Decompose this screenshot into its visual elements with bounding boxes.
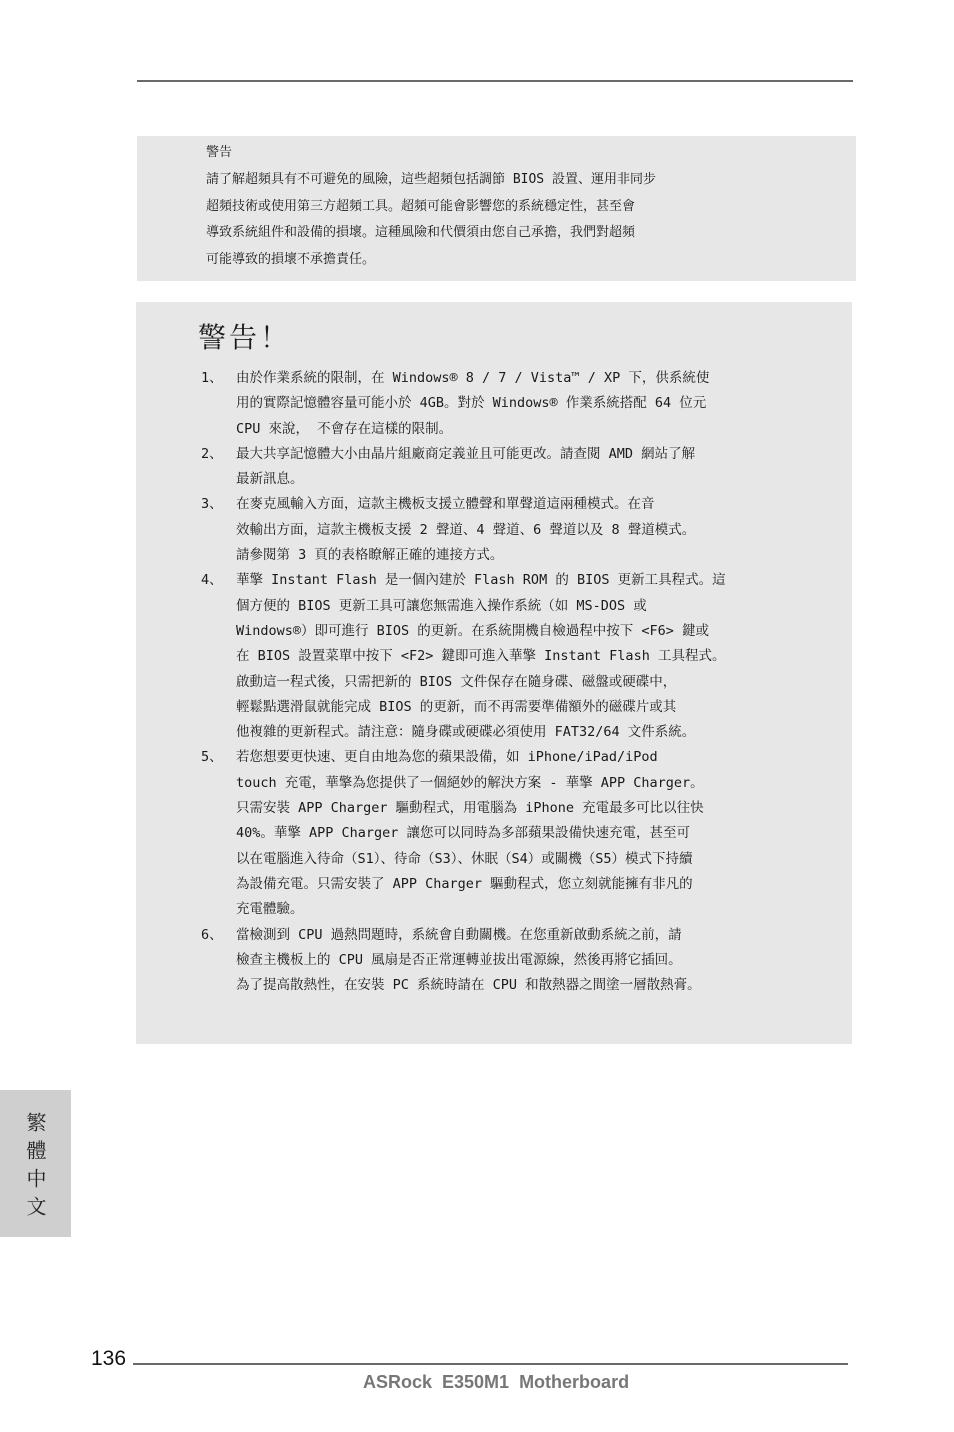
note-text	[236, 923, 701, 999]
note-item	[198, 442, 852, 493]
warning-line: 可能導致的損壞不承擔責任。	[206, 251, 376, 267]
note-number: 2、	[201, 445, 223, 462]
language-side-tab	[0, 1090, 71, 1237]
note-text	[236, 492, 695, 568]
note-line: 效輸出方面，這款主機板支援 2 聲道、4 聲道、6 聲道以及 8 聲道模式。	[236, 521, 696, 538]
note-line: 個方便的 BIOS 更新工具可讓您無需進入操作系統（如 MS-DOS 或	[236, 597, 647, 614]
note-line: 只需安裝 APP Charger 驅動程式，用電腦為 iPhone 充電最多可比以往快	[236, 800, 704, 817]
note-line: 請參閱第 3 頁的表格瞭解正確的連接方式。	[236, 547, 504, 564]
note-line: 啟動這一程式後，只需把新的 BIOS 文件保存在隨身碟、磁盤或硬碟中，	[236, 673, 677, 690]
note-item	[198, 492, 852, 568]
page-number: 136	[91, 1347, 127, 1370]
bottom-divider	[133, 1363, 848, 1365]
note-line: 他複雜的更新程式。請注意：隨身碟或硬碟必須使用 FAT32/64 文件系統。	[236, 724, 696, 741]
overclocking-warning-box	[137, 136, 856, 281]
note-text	[236, 366, 709, 442]
note-number: 3、	[201, 496, 223, 513]
warning-line: 超頻技術或使用第三方超頻工具。超頻可能會影響您的系統穩定性，甚至會	[206, 198, 636, 214]
note-text	[236, 442, 695, 493]
top-divider	[137, 80, 853, 82]
note-line: 在麥克風輸入方面，這款主機板支援立體聲和單聲道這兩種模式。在音	[236, 496, 655, 513]
language-label: 繁體中文	[23, 1112, 47, 1224]
note-item	[198, 366, 852, 442]
note-item	[198, 568, 852, 745]
notes-box	[136, 302, 852, 1044]
warning-line: 請了解超頻具有不可避免的風險，這些超頻包括調節 BIOS 設置、運用非同步	[206, 172, 656, 187]
warning-text	[206, 167, 781, 273]
note-item	[198, 745, 852, 922]
note-line: Windows®）即可進行 BIOS 的更新。在系統開機自檢過程中按下 <F6> 鍵或	[236, 622, 710, 639]
note-line: 40%。華擎 APP Charger 讓您可以同時為多部蘋果設備快速充電，甚至可	[236, 825, 691, 842]
warning-heading: 警告	[206, 145, 233, 160]
warning-line: 導致系統組件和設備的損壞。這種風險和代價須由您自己承擔，我們對超頻	[206, 225, 636, 240]
note-line: 用的實際記憶體容量可能小於 4GB。對於 Windows® 作業系統搭配 64 位元	[236, 395, 707, 412]
notes-list	[198, 366, 852, 998]
note-number: 6、	[201, 926, 223, 943]
note-line: 檢查主機板上的 CPU 風扇是否正常運轉並拔出電源線，然後再將它插回。	[236, 951, 682, 968]
note-line: 為設備充電。只需安裝了 APP Charger 驅動程式，您立刻就能擁有非凡的	[236, 875, 693, 892]
note-line: 為了提高散熱性，在安裝 PC 系統時請在 CPU 和散熱器之間塗一層散熱膏。	[236, 977, 701, 994]
note-number: 4、	[201, 572, 223, 589]
notes-title: 警告！	[198, 321, 292, 354]
note-line: 在 BIOS 設置菜單中按下 <F2> 鍵即可進入華擎 Instant Flash 工具程式。	[236, 648, 726, 665]
note-line: 最新訊息。	[236, 471, 304, 488]
note-line: 由於作業系統的限制，在 Windows® 8 / 7 / Vista™ / XP 下，供系統使	[236, 370, 710, 386]
note-line: 輕鬆點選滑鼠就能完成 BIOS 的更新，而不再需要準備額外的磁碟片或其	[236, 698, 677, 715]
note-text	[236, 745, 704, 922]
note-line: 以在電腦進入待命（S1）、待命（S3）、休眠（S4）或關機（S5）模式下持續	[236, 850, 693, 867]
note-item	[198, 923, 852, 999]
note-line: 當檢測到 CPU 過熱問題時，系統會自動關機。在您重新啟動系統之前，請	[236, 926, 682, 943]
note-line: 充電體驗。	[236, 901, 304, 918]
note-number: 1、	[201, 370, 223, 386]
note-number: 5、	[201, 749, 223, 766]
note-line: touch 充電，華擎為您提供了一個絕妙的解決方案 - 華擎 APP Charger。	[236, 774, 704, 791]
note-line: CPU 來說， 不會存在這樣的限制。	[236, 420, 453, 437]
note-line: 華擎 Instant Flash 是一個內建於 Flash ROM 的 BIOS 更新工具程式。這	[236, 572, 726, 589]
note-line: 最大共享記憶體大小由晶片組廠商定義並且可能更改。請查閱 AMD 網站了解	[236, 445, 696, 462]
note-text	[236, 568, 726, 745]
note-line: 若您想要更快速、更自由地為您的蘋果設備，如 iPhone/iPad/iPod	[236, 749, 658, 766]
footer-title: ASRock E350M1 Motherboard	[363, 1372, 630, 1392]
